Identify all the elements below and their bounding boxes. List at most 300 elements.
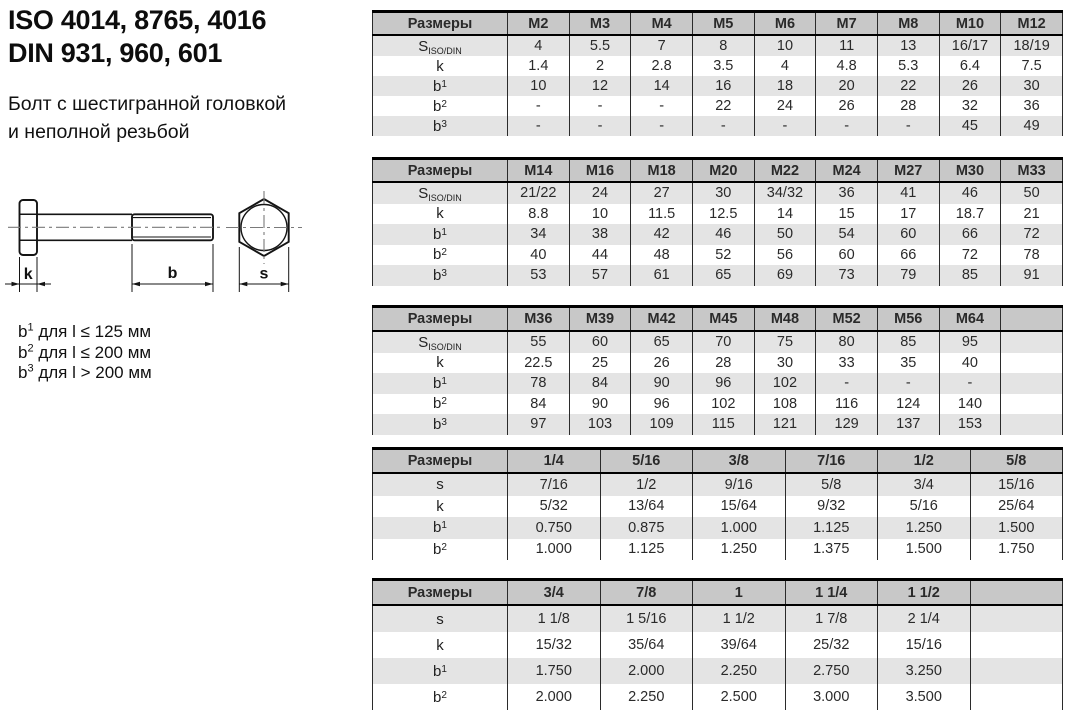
value-cell: 11 <box>816 35 878 56</box>
value-cell: 2 <box>569 56 631 76</box>
row-label: $b^3$ <box>373 116 508 136</box>
corner-header: Размеры <box>373 307 508 332</box>
value-cell: 34/32 <box>754 182 816 204</box>
row-label: $b^2$ <box>373 539 508 561</box>
value-cell: - <box>939 373 1001 394</box>
note-line-2: $b^2$ для l ≤ 200 мм <box>18 341 152 362</box>
value-cell: 60 <box>877 224 939 245</box>
column-header-M33: M33 <box>1001 159 1063 183</box>
row-label: s <box>373 605 508 632</box>
value-cell: 2.250 <box>693 658 786 684</box>
value-cell: 15/64 <box>693 496 786 518</box>
value-cell: 17 <box>877 204 939 225</box>
dim-k-label: k <box>23 266 33 283</box>
value-cell: 5/16 <box>878 496 971 518</box>
value-cell: 56 <box>754 245 816 266</box>
value-cell: 85 <box>877 331 939 353</box>
value-cell: 1.500 <box>878 539 971 561</box>
row-label: $b^2$ <box>373 245 508 266</box>
value-cell: 65 <box>692 265 754 286</box>
value-cell: 13 <box>877 35 939 56</box>
imperial-table-threequarters-to-oneandhalf <box>372 578 1063 710</box>
value-cell: 0.875 <box>600 517 693 539</box>
value-cell: 46 <box>939 182 1001 204</box>
column-header-M45: M45 <box>692 307 754 332</box>
value-cell: 15/16 <box>878 632 971 658</box>
value-cell: 78 <box>508 373 570 394</box>
value-cell: 84 <box>569 373 631 394</box>
dimension-s <box>239 247 288 292</box>
value-cell: 1.000 <box>693 517 786 539</box>
value-cell: - <box>877 116 939 136</box>
value-cell: 5.5 <box>569 35 631 56</box>
row-label: $b^1$ <box>373 658 508 684</box>
table-row <box>373 76 1063 96</box>
note-line-1: $b^1$ для l ≤ 125 мм <box>18 321 152 341</box>
value-cell: 12 <box>569 76 631 96</box>
value-cell: 2.8 <box>631 56 693 76</box>
value-cell: 90 <box>631 373 693 394</box>
value-cell: 15 <box>816 204 878 225</box>
value-cell: - <box>754 116 816 136</box>
value-cell: 5/8 <box>785 473 878 496</box>
standards-title <box>8 4 266 70</box>
value-cell: 10 <box>569 204 631 225</box>
row-label: $S_{ISO/DIN}$ <box>373 331 508 353</box>
column-header-M18: M18 <box>631 159 693 183</box>
value-cell: 55 <box>508 331 570 353</box>
column-header-3-8: 3/8 <box>693 449 786 474</box>
column-header-7-8: 7/8 <box>600 580 693 606</box>
value-cell: 79 <box>877 265 939 286</box>
value-cell: - <box>569 116 631 136</box>
value-cell: 21 <box>1001 204 1063 225</box>
value-cell: 18.7 <box>939 204 1001 225</box>
value-cell: 1 1/8 <box>508 605 601 632</box>
table-row <box>373 224 1063 245</box>
row-label: k <box>373 496 508 518</box>
value-cell: 124 <box>877 394 939 415</box>
value-cell: 15/32 <box>508 632 601 658</box>
value-cell: 4 <box>508 35 570 56</box>
value-cell: 1 7/8 <box>785 605 878 632</box>
value-cell: 40 <box>508 245 570 266</box>
value-cell: 10 <box>754 35 816 56</box>
row-label: $b^1$ <box>373 517 508 539</box>
column-header-1-1-2: 1 1/2 <box>878 580 971 606</box>
value-cell: 116 <box>816 394 878 415</box>
value-cell: 21/22 <box>508 182 570 204</box>
value-cell: 13/64 <box>600 496 693 518</box>
row-label: $b^1$ <box>373 224 508 245</box>
header-row <box>373 12 1063 36</box>
row-label: $b^3$ <box>373 265 508 286</box>
column-header-7-16: 7/16 <box>785 449 878 474</box>
value-cell: - <box>508 96 570 116</box>
value-cell: 1.4 <box>508 56 570 76</box>
column-header-empty <box>970 580 1063 606</box>
value-cell: 1 1/2 <box>693 605 786 632</box>
row-label: s <box>373 473 508 496</box>
value-cell: 72 <box>1001 224 1063 245</box>
column-header-M4: M4 <box>631 12 693 36</box>
row-label: k <box>373 56 508 76</box>
column-header-M7: M7 <box>816 12 878 36</box>
column-header-M39: M39 <box>569 307 631 332</box>
value-cell: 9/32 <box>785 496 878 518</box>
column-header-M30: M30 <box>939 159 1001 183</box>
table-row <box>373 245 1063 266</box>
corner-header: Размеры <box>373 449 508 474</box>
din-standards-line: DIN 931, 960, 601 <box>8 38 223 68</box>
value-cell: 4 <box>754 56 816 76</box>
column-header-1-2: 1/2 <box>878 449 971 474</box>
column-header-M12: M12 <box>1001 12 1063 36</box>
value-cell: 3/4 <box>878 473 971 496</box>
column-header-M22: M22 <box>754 159 816 183</box>
value-cell: 1.750 <box>970 539 1063 561</box>
column-header-3-4: 3/4 <box>508 580 601 606</box>
header-row <box>373 159 1063 183</box>
column-header-1-1-4: 1 1/4 <box>785 580 878 606</box>
column-header-M14: M14 <box>508 159 570 183</box>
value-cell: - <box>692 116 754 136</box>
value-cell: 1.250 <box>693 539 786 561</box>
value-cell: 12.5 <box>692 204 754 225</box>
value-cell: 8 <box>692 35 754 56</box>
value-cell: 78 <box>1001 245 1063 266</box>
table-row <box>373 658 1063 684</box>
column-header-M8: M8 <box>877 12 939 36</box>
value-cell: 22 <box>692 96 754 116</box>
value-cell: 22 <box>877 76 939 96</box>
column-header-5-16: 5/16 <box>600 449 693 474</box>
value-cell: - <box>631 96 693 116</box>
dimension-k <box>5 257 51 292</box>
value-cell: 121 <box>754 414 816 435</box>
value-cell: 95 <box>939 331 1001 353</box>
bolt-side-view <box>8 200 224 255</box>
value-cell: 109 <box>631 414 693 435</box>
value-cell: 33 <box>816 353 878 374</box>
value-cell <box>970 658 1063 684</box>
value-cell: 46 <box>692 224 754 245</box>
value-cell: 103 <box>569 414 631 435</box>
value-cell: 60 <box>816 245 878 266</box>
column-header-M5: M5 <box>692 12 754 36</box>
value-cell: 41 <box>877 182 939 204</box>
product-description <box>8 90 286 146</box>
value-cell: 72 <box>939 245 1001 266</box>
row-label: $b^2$ <box>373 96 508 116</box>
column-header-M42: M42 <box>631 307 693 332</box>
column-header-M27: M27 <box>877 159 939 183</box>
value-cell: - <box>816 373 878 394</box>
dim-s-label: s <box>259 265 269 283</box>
iso-standards-line: ISO 4014, 8765, 4016 <box>8 5 267 35</box>
value-cell: 27 <box>631 182 693 204</box>
value-cell: - <box>631 116 693 136</box>
value-cell: 90 <box>569 394 631 415</box>
value-cell <box>970 632 1063 658</box>
table-row <box>373 517 1063 539</box>
value-cell: 1.125 <box>600 539 693 561</box>
column-header-M2: M2 <box>508 12 570 36</box>
value-cell: 26 <box>631 353 693 374</box>
value-cell <box>1001 353 1063 374</box>
value-cell: 54 <box>816 224 878 245</box>
value-cell: 61 <box>631 265 693 286</box>
value-cell: 2.500 <box>693 684 786 710</box>
value-cell: 80 <box>816 331 878 353</box>
column-header-M3: M3 <box>569 12 631 36</box>
value-cell: 70 <box>692 331 754 353</box>
imperial-table-quarter-to-fiveeighths <box>372 447 1063 560</box>
value-cell: 97 <box>508 414 570 435</box>
column-header-M56: M56 <box>877 307 939 332</box>
value-cell: 2.000 <box>508 684 601 710</box>
value-cell: - <box>508 116 570 136</box>
value-cell: - <box>816 116 878 136</box>
value-cell: 3.500 <box>878 684 971 710</box>
length-notes <box>18 322 152 384</box>
table-row <box>373 539 1063 561</box>
value-cell: 1.750 <box>508 658 601 684</box>
table-row <box>373 96 1063 116</box>
row-label: $S_{ISO/DIN}$ <box>373 35 508 56</box>
value-cell: 1 5/16 <box>600 605 693 632</box>
value-cell: 50 <box>1001 182 1063 204</box>
value-cell: 22.5 <box>508 353 570 374</box>
value-cell: 34 <box>508 224 570 245</box>
value-cell: 66 <box>939 224 1001 245</box>
table-row <box>373 414 1063 435</box>
row-label: $b^2$ <box>373 684 508 710</box>
value-cell: 7/16 <box>508 473 601 496</box>
row-label: k <box>373 632 508 658</box>
value-cell: 75 <box>754 331 816 353</box>
value-cell: 24 <box>569 182 631 204</box>
value-cell: 53 <box>508 265 570 286</box>
column-header-M36: M36 <box>508 307 570 332</box>
value-cell: 18/19 <box>1001 35 1063 56</box>
value-cell: 36 <box>816 182 878 204</box>
value-cell: 28 <box>692 353 754 374</box>
column-header-M52: M52 <box>816 307 878 332</box>
value-cell: 26 <box>816 96 878 116</box>
value-cell: 49 <box>1001 116 1063 136</box>
value-cell: 140 <box>939 394 1001 415</box>
value-cell: 102 <box>754 373 816 394</box>
value-cell: 11.5 <box>631 204 693 225</box>
column-header-1-4: 1/4 <box>508 449 601 474</box>
value-cell: 5/32 <box>508 496 601 518</box>
value-cell: 3.000 <box>785 684 878 710</box>
metric-table-m14-m33 <box>372 157 1063 286</box>
table-row <box>373 473 1063 496</box>
row-label: $b^1$ <box>373 76 508 96</box>
value-cell: 69 <box>754 265 816 286</box>
value-cell: 153 <box>939 414 1001 435</box>
value-cell: 7 <box>631 35 693 56</box>
value-cell: 3.5 <box>692 56 754 76</box>
value-cell: 60 <box>569 331 631 353</box>
value-cell: 30 <box>692 182 754 204</box>
value-cell: 85 <box>939 265 1001 286</box>
column-header-M48: M48 <box>754 307 816 332</box>
value-cell: 16/17 <box>939 35 1001 56</box>
value-cell: 9/16 <box>693 473 786 496</box>
value-cell <box>1001 414 1063 435</box>
value-cell: 108 <box>754 394 816 415</box>
value-cell <box>1001 394 1063 415</box>
value-cell: 35 <box>877 353 939 374</box>
row-label: $b^1$ <box>373 373 508 394</box>
value-cell: 129 <box>816 414 878 435</box>
dim-b-label: b <box>167 265 178 282</box>
value-cell: 40 <box>939 353 1001 374</box>
value-cell <box>970 605 1063 632</box>
value-cell: 2.250 <box>600 684 693 710</box>
value-cell: 2 1/4 <box>878 605 971 632</box>
value-cell: - <box>569 96 631 116</box>
table-row <box>373 116 1063 136</box>
value-cell: 1.500 <box>970 517 1063 539</box>
value-cell: 137 <box>877 414 939 435</box>
value-cell: 32 <box>939 96 1001 116</box>
value-cell: 30 <box>1001 76 1063 96</box>
value-cell: 102 <box>692 394 754 415</box>
value-cell: 20 <box>816 76 878 96</box>
value-cell: 38 <box>569 224 631 245</box>
value-cell: 45 <box>939 116 1001 136</box>
value-cell: 42 <box>631 224 693 245</box>
value-cell: 25 <box>569 353 631 374</box>
row-label: $b^3$ <box>373 414 508 435</box>
value-cell: 44 <box>569 245 631 266</box>
value-cell: 16 <box>692 76 754 96</box>
metric-table-m2-m12 <box>372 10 1063 136</box>
value-cell: 1/2 <box>600 473 693 496</box>
table-row <box>373 35 1063 56</box>
corner-header: Размеры <box>373 580 508 606</box>
table-row <box>373 204 1063 225</box>
value-cell: 66 <box>877 245 939 266</box>
table-row <box>373 394 1063 415</box>
row-label: $S_{ISO/DIN}$ <box>373 182 508 204</box>
table-row <box>373 265 1063 286</box>
value-cell: 25/64 <box>970 496 1063 518</box>
column-header-empty <box>1001 307 1063 332</box>
table-row <box>373 605 1063 632</box>
value-cell: 2.000 <box>600 658 693 684</box>
table-row <box>373 353 1063 374</box>
value-cell: 96 <box>631 394 693 415</box>
column-header-M6: M6 <box>754 12 816 36</box>
table-row <box>373 331 1063 353</box>
value-cell: 2.750 <box>785 658 878 684</box>
value-cell: 6.4 <box>939 56 1001 76</box>
dimension-b <box>132 244 213 292</box>
metric-table-m36-m64 <box>372 305 1063 435</box>
value-cell: 15/16 <box>970 473 1063 496</box>
value-cell: 1.125 <box>785 517 878 539</box>
value-cell: 18 <box>754 76 816 96</box>
value-cell: 4.8 <box>816 56 878 76</box>
description-line-2: и неполной резьбой <box>8 121 190 143</box>
row-label: $b^2$ <box>373 394 508 415</box>
value-cell: 65 <box>631 331 693 353</box>
header-row <box>373 449 1063 474</box>
column-header-M10: M10 <box>939 12 1001 36</box>
value-cell: - <box>877 373 939 394</box>
value-cell: 91 <box>1001 265 1063 286</box>
value-cell: 14 <box>631 76 693 96</box>
value-cell: 10 <box>508 76 570 96</box>
corner-header: Размеры <box>373 12 508 36</box>
value-cell <box>970 684 1063 710</box>
table-row <box>373 496 1063 518</box>
value-cell: 96 <box>692 373 754 394</box>
table-row <box>373 56 1063 76</box>
row-label: k <box>373 204 508 225</box>
table-row <box>373 684 1063 710</box>
bolt-end-view <box>226 191 302 264</box>
value-cell: 30 <box>754 353 816 374</box>
header-row <box>373 307 1063 332</box>
column-header-5-8: 5/8 <box>970 449 1063 474</box>
value-cell <box>1001 331 1063 353</box>
value-cell: 50 <box>754 224 816 245</box>
value-cell: 48 <box>631 245 693 266</box>
value-cell <box>1001 373 1063 394</box>
value-cell: 5.3 <box>877 56 939 76</box>
value-cell: 1.375 <box>785 539 878 561</box>
header-row <box>373 580 1063 606</box>
value-cell: 24 <box>754 96 816 116</box>
row-label: k <box>373 353 508 374</box>
value-cell: 1.250 <box>878 517 971 539</box>
description-line-1: Болт с шестигранной головкой <box>8 93 287 115</box>
table-row <box>373 632 1063 658</box>
value-cell: 39/64 <box>693 632 786 658</box>
value-cell: 73 <box>816 265 878 286</box>
column-header-M20: M20 <box>692 159 754 183</box>
value-cell: 3.250 <box>878 658 971 684</box>
value-cell: 36 <box>1001 96 1063 116</box>
note-line-3: $b^3$ для l > 200 мм <box>18 362 152 382</box>
bolt-technical-drawing <box>0 185 340 300</box>
value-cell: 8.8 <box>508 204 570 225</box>
value-cell: 1.000 <box>508 539 601 561</box>
table-row <box>373 373 1063 394</box>
value-cell: 14 <box>754 204 816 225</box>
value-cell: 28 <box>877 96 939 116</box>
column-header-M16: M16 <box>569 159 631 183</box>
value-cell: 7.5 <box>1001 56 1063 76</box>
value-cell: 25/32 <box>785 632 878 658</box>
value-cell: 84 <box>508 394 570 415</box>
column-header-M64: M64 <box>939 307 1001 332</box>
value-cell: 52 <box>692 245 754 266</box>
corner-header: Размеры <box>373 159 508 183</box>
value-cell: 57 <box>569 265 631 286</box>
value-cell: 26 <box>939 76 1001 96</box>
value-cell: 0.750 <box>508 517 601 539</box>
value-cell: 35/64 <box>600 632 693 658</box>
column-header-M24: M24 <box>816 159 878 183</box>
column-header-1: 1 <box>693 580 786 606</box>
